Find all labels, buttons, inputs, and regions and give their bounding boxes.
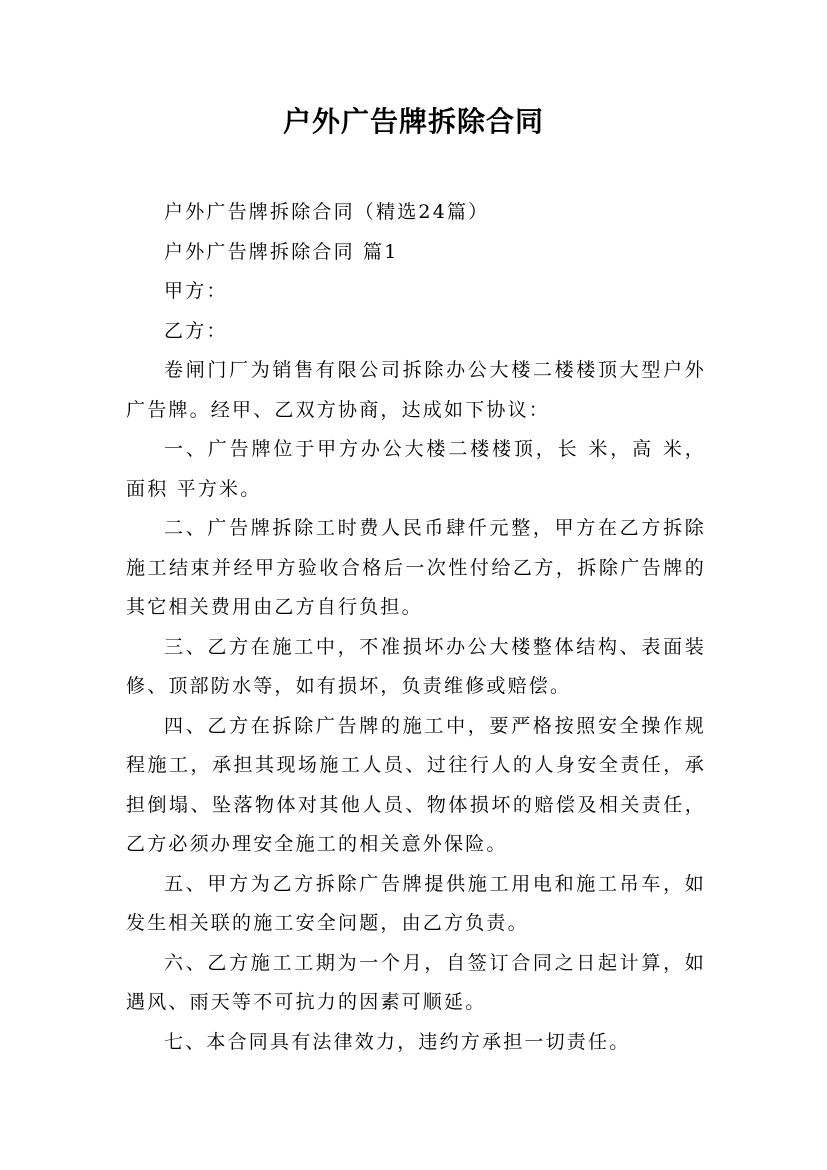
subtitle-paragraph: 户外广告牌拆除合同（精选24篇）: [164, 201, 490, 223]
document-body: [126, 193, 706, 1062]
preamble-paragraph: 卷闸门厂为销售有限公司拆除办公大楼二楼楼顶大型户外广告牌。经甲、乙双方协商，达成如下协议：: [126, 359, 706, 421]
document-title: 户外广告牌拆除合同: [282, 105, 544, 138]
clause-2-paragraph: 二、广告牌拆除工时费人民币肆仟元整，甲方在乙方拆除施工结束并经甲方验收合格后一次性付给乙方，拆除广告牌的其它相关费用由乙方自行负担。: [126, 517, 706, 618]
clause-6-paragraph: 六、乙方施工工期为一个月，自签订合同之日起计算，如遇风、雨天等不可抗力的因素可顺延。: [126, 951, 706, 1013]
party-b-line: 乙方：: [164, 319, 228, 342]
clause-1-paragraph: 一、广告牌位于甲方办公大楼二楼楼顶，长 米，高 米，面积 平方米。: [126, 438, 706, 500]
section-heading: 户外广告牌拆除合同 篇1: [164, 240, 399, 263]
clause-5-paragraph: 五、甲方为乙方拆除广告牌提供施工用电和施工吊车，如发生相关联的施工安全问题，由乙方负责。: [126, 872, 706, 934]
clause-3-paragraph: 三、乙方在施工中，不准损坏办公大楼整体结构、表面装修、顶部防水等，如有损坏，负责维修或赔偿。: [126, 635, 706, 697]
clause-7-paragraph: 七、本合同具有法律效力，违约方承担一切责任。: [164, 1030, 631, 1053]
party-a-line: 甲方：: [164, 280, 228, 302]
clause-4-paragraph: 四、乙方在拆除广告牌的施工中，要严格按照安全操作规程施工，承担其现场施工人员、过往行人的人身安全责任，承担倒塌、坠落物体对其他人员、物体损坏的赔偿及相关责任，乙方必须办理安全施工的相关意外保险。: [126, 714, 706, 855]
